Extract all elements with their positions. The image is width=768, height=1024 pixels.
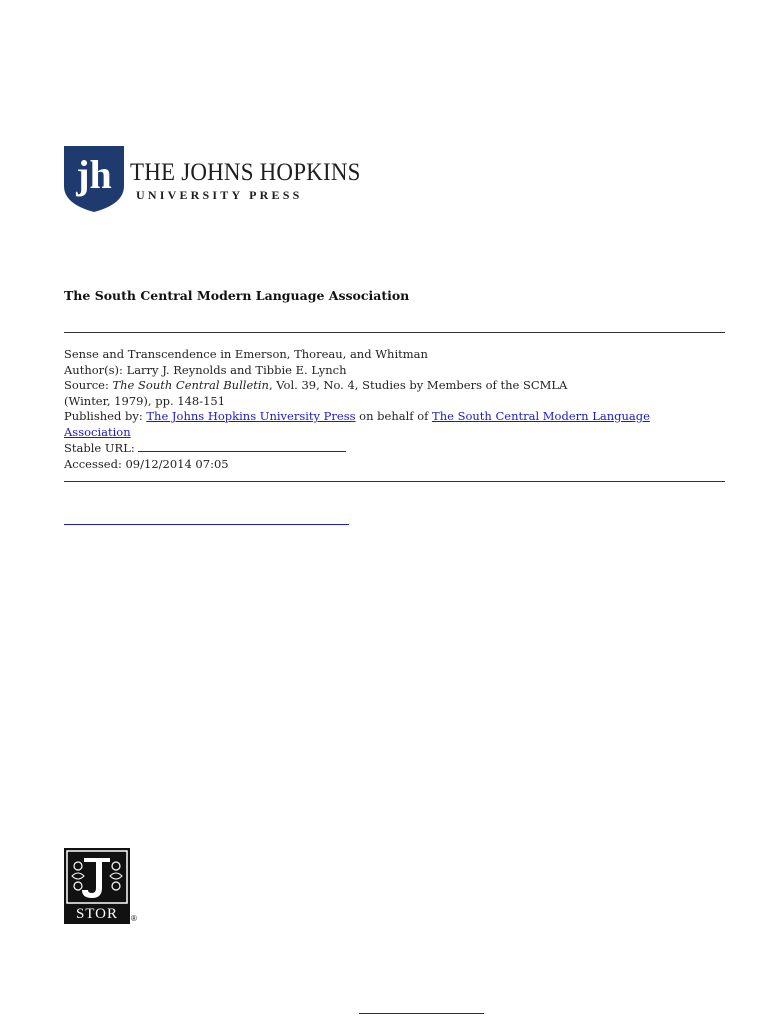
- source-prefix: Source:: [64, 378, 113, 392]
- jhu-press-name: THE JOHNS HOPKINS: [130, 159, 361, 186]
- citation-block: [64, 347, 734, 472]
- jstor-wordmark: STOR: [75, 906, 119, 922]
- registered-mark: ®: [131, 914, 137, 923]
- article-title: Sense and Transcendence in Emerson, Thoreau, and Whitman: [64, 347, 428, 361]
- terms-link-underline[interactable]: [64, 524, 349, 525]
- association-link-continued[interactable]: Association: [64, 424, 131, 439]
- organization-title: The South Central Modern Language Association: [64, 288, 410, 303]
- article-authors: Author(s): Larry J. Reynolds and Tibbie E. Lynch: [64, 362, 347, 377]
- source-journal: The South Central Bulletin: [112, 378, 269, 392]
- published-by-prefix: Published by:: [64, 409, 147, 423]
- jstor-mark: [64, 848, 130, 924]
- source-details: , Vol. 39, No. 4, Studies by Members of the SCMLA: [268, 378, 568, 392]
- accessed-date: Accessed: 09/12/2014 07:05: [64, 456, 229, 471]
- divider-bottom: [64, 481, 725, 482]
- jstor-logo: [64, 848, 144, 926]
- jhu-shield-icon: [64, 146, 124, 212]
- source-date-pages: (Winter, 1979), pp. 148-151: [64, 393, 226, 408]
- stable-url-link[interactable]: [138, 440, 346, 452]
- published-by-line: [64, 409, 734, 425]
- article-source: [64, 378, 734, 394]
- stable-url-label: Stable URL:: [64, 441, 139, 455]
- association-link-line2: [64, 425, 734, 441]
- jstor-j-ornament-icon: [64, 848, 130, 906]
- association-link[interactable]: The South Central Modern Language: [432, 409, 650, 423]
- on-behalf-of-text: on behalf of: [355, 409, 433, 423]
- stable-url-line: [64, 440, 734, 457]
- jhu-press-subtitle: UNIVERSITY PRESS: [136, 188, 303, 202]
- footer-link-underline[interactable]: [359, 1013, 484, 1014]
- jhu-press-logo: [64, 146, 364, 214]
- divider-top: [64, 332, 725, 333]
- publisher-link[interactable]: The Johns Hopkins University Press: [146, 409, 356, 423]
- jhu-shield-letters: jh: [76, 152, 112, 197]
